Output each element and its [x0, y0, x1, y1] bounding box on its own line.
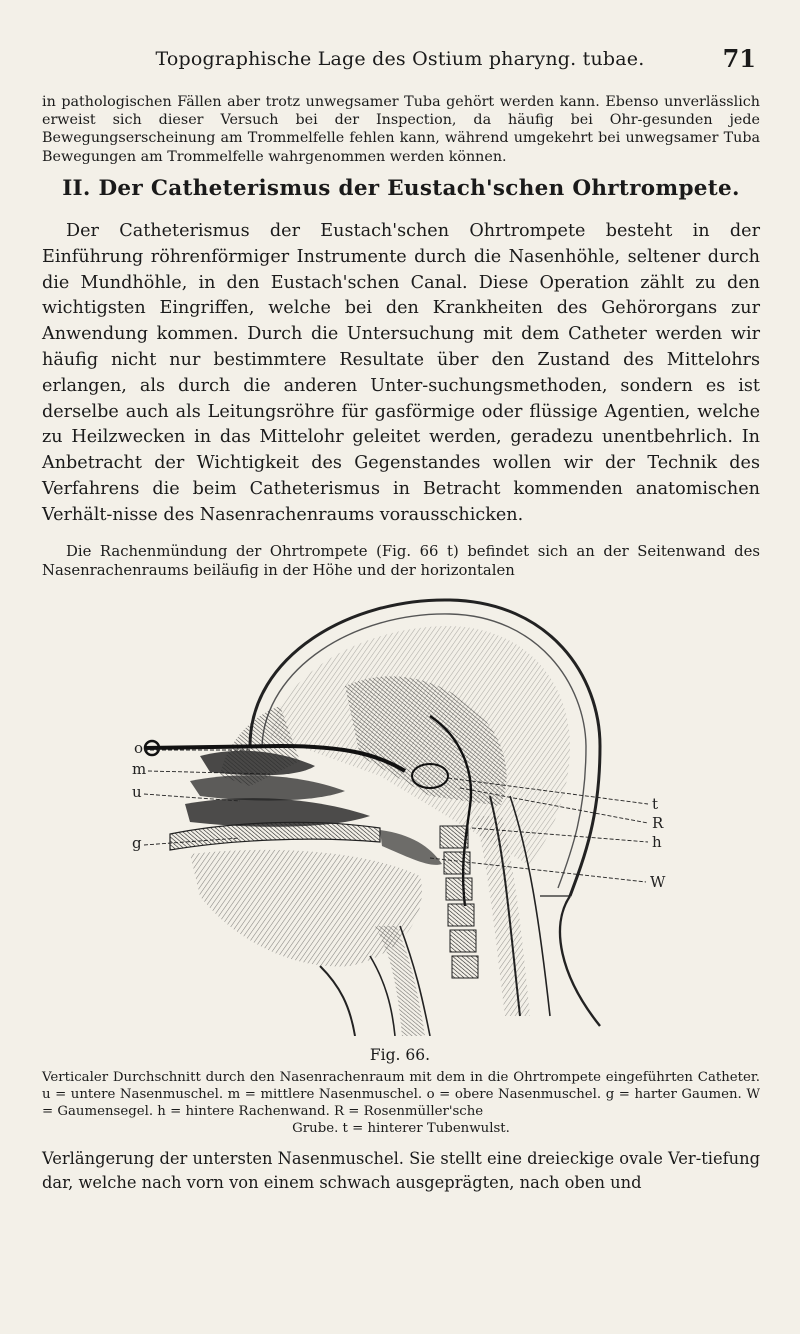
figure-66 [130, 596, 690, 1036]
tail-text: Verlängerung der untersten Nasenmuschel. Sie stellt eine dreieckige ovale Ver-tiefung dar, welche nach vorn von einem schwach ausgeprägten, nach oben und [42, 1149, 760, 1192]
caption-text: Verticaler Durchschnitt durch den Nasenrachenraum mit dem in die Ohrtrompete eingeführten Catheter. u = untere Nasenmuschel. m = mittlere Nasenmuschel. o = obere Nasenmuschel. g = harter Gaumen. W = Gaumensegel. h = hintere Rachenwand. R = Rosenmüller'sche [42, 1070, 760, 1119]
section-heading: II. Der Catheterismus der Eustach'schen Ohrtrompete. [62, 176, 740, 201]
anatomical-section-illustration [130, 596, 690, 1036]
intro-paragraph [42, 93, 760, 166]
running-title: Topographische Lage des Ostium pharyng. tubae. [155, 48, 645, 70]
label-o: o [134, 739, 144, 757]
cervical-spine [440, 826, 478, 978]
intro-text: in pathologischen Fällen aber trotz unwegsamer Tuba gehört werden kann. Ebenso unverlässlich erweist sich dieser Versuch bei der Inspection, da häufig bei Ohr-gesunden jede Bewegungserscheinung am Trommelfelle fehlen kann, während umgekehrt bei unwegsamer Tuba Bewegungen am Trommelfelle wahrgenommen werden können. [42, 94, 760, 165]
running-header [40, 44, 760, 78]
hard-palate [170, 822, 380, 850]
label-m: m [132, 760, 147, 778]
label-u: u [132, 783, 142, 801]
main-paragraph [42, 219, 760, 529]
small-paragraph [42, 542, 760, 580]
page-number: 71 [722, 44, 756, 73]
label-h: h [652, 833, 662, 851]
figure-caption [42, 1069, 760, 1137]
figure-number: Fig. 66. [369, 1046, 431, 1064]
small-text: Die Rachenmündung der Ohrtrompete (Fig. 66 t) befindet sich an der Seitenwand des Nasenrachenraums beiläufig in der Höhe und der horizontalen [42, 543, 760, 579]
tail-paragraph [42, 1147, 760, 1195]
label-g: g [132, 834, 142, 852]
label-t: t [652, 795, 659, 813]
label-R: R [652, 814, 664, 832]
soft-palate [380, 830, 442, 865]
concha-superior [200, 751, 315, 776]
caption-text-end: Grube. t = hinterer Tubenwulst. [292, 1121, 510, 1136]
label-W: W [650, 873, 666, 891]
main-text: Der Catheterismus der Eustach'schen Ohrtrompete besteht in der Einführung röhrenförmiger Instrumente durch die Nasenhöhle, seltener durch die Mundhöhle, in den Eustach'schen Canal. Diese Operation zählt zu den wichtigsten Eingriffen, welche bei den Krankheiten des Gehörorgans zur Anwendung kommen. Durch die Untersuchung mit dem Catheter werden wir häufig nicht nur bestimmtere Resultate über den Zustand des Mittelohrs erlangen, als durch die anderen Unter-suchungsmethoden, sondern es ist derselbe auch als Leitungsröhre für gasförmige oder flüssige Agentien, welche zu Heilzwecken in das Mittelohr geleitet werden, geradezu unentbehrlich. In Anbetracht der Wichtigkeit des Gegenstandes wollen wir der Technik des Verfahrens die beim Catheterismus in Betracht kommenden anatomischen Verhält-nisse des Nasenrachenraums vorausschicken. [42, 221, 760, 525]
concha-media [190, 775, 345, 800]
